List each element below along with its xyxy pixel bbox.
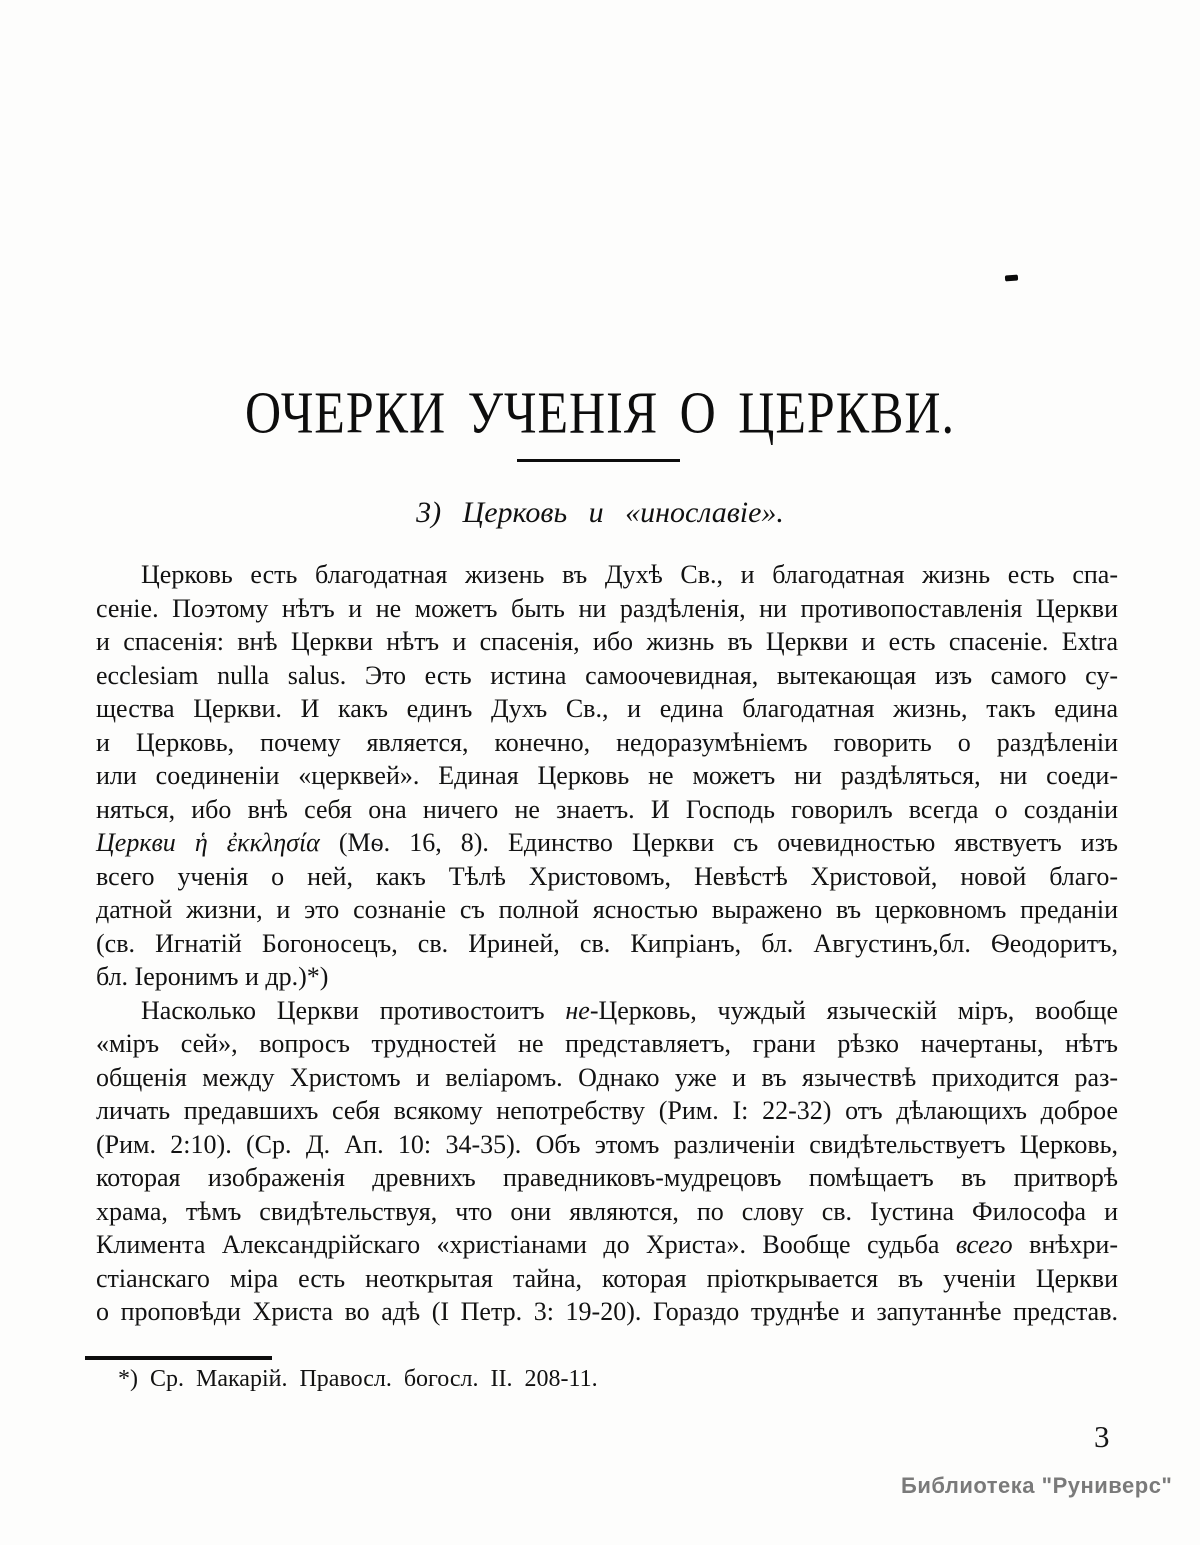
text-line	[96, 860, 1118, 894]
text-run: общенія между Христомъ и веліаромъ. Однако уже и въ язычествѣ приходится раз-	[96, 1062, 1118, 1092]
text-line	[96, 1161, 1118, 1195]
text-run: и спасенія: внѣ Церкви нѣтъ и спасенія, ибо жизнь въ Церкви и есть спасеніе. Extra	[96, 627, 1118, 656]
text-run: «міръ сей», вопросъ трудностей не представляетъ, грани рѣзко начертаны, нѣтъ	[96, 1029, 1118, 1058]
text-run: о проповѣди Христа во адѣ (I Петр. 3: 19-20). Гораздо труднѣе и запутаннѣе представ.	[96, 1297, 1118, 1326]
watermark: Библиотека "Руниверс"	[901, 1473, 1173, 1498]
text-run: внѣхри-	[1012, 1230, 1118, 1259]
text-run: стіанскаго міра есть неоткрытая тайна, которая пріоткрывается въ ученіи Церкви	[96, 1263, 1118, 1293]
text-line	[96, 558, 1118, 592]
text-run: ecclesiam nulla salus. Это есть истина самоочевидная, вытекающая изъ самого су-	[96, 660, 1118, 690]
footnote: *) Ср. Макарій. Правосл. богосл. II. 208-11.	[118, 1366, 598, 1392]
text-run: которая изображенія древнихъ праведниковъ-мудрецовъ помѣщаетъ въ притворѣ	[96, 1163, 1118, 1192]
section-heading: 3) Церковь и «инославіе».	[416, 496, 784, 529]
text-run: (св. Игнатій Богоносецъ, св. Ириней, св. Кипріанъ, бл. Августинъ,бл. Ѳеодоритъ,	[96, 928, 1118, 958]
text-line	[96, 625, 1118, 659]
text-run: всего ученія о ней, какъ Тѣлѣ Христовомъ, Невѣстѣ Христовой, новой благо-	[96, 861, 1118, 891]
text-line	[96, 927, 1118, 961]
footnote-divider	[85, 1356, 272, 1360]
text-run: (Рим. 2:10). (Ср. Д. Ап. 10: 34-35). Объ этомъ различеніи свидѣтельствуетъ Церковь,	[96, 1129, 1118, 1159]
text-line	[96, 1262, 1118, 1296]
title-divider	[517, 459, 680, 462]
text-line	[96, 826, 1118, 860]
text-line	[96, 1295, 1118, 1329]
emphasized-text: Церкви ἡ ἐκκλησία	[96, 828, 339, 857]
text-line	[96, 726, 1118, 760]
text-run: датной жизни, и это сознаніе съ полной ясностью выражено въ церковномъ преданіи	[96, 895, 1118, 924]
text-run: Церковь есть благодатная жизень въ Духѣ Св., и благодатная жизнь есть спа-	[141, 560, 1118, 589]
text-run: Насколько Церкви противостоитъ	[141, 995, 566, 1025]
text-line	[96, 1061, 1118, 1095]
text-run: храма, тѣмъ свидѣтельствуя, что они являются, по слову св. Іустина Философа и	[96, 1196, 1118, 1226]
text-run: щества Церкви. И какъ единъ Духъ Св., и едина благодатная жизнь, такъ едина	[96, 694, 1118, 723]
emphasized-text: всего	[955, 1230, 1013, 1259]
text-run: личать предавшихъ себя всякому непотребству (Рим. I: 22-32) отъ дѣлающихъ доброе	[96, 1096, 1118, 1125]
body-text	[96, 558, 1118, 1329]
text-line	[96, 793, 1118, 827]
text-line	[96, 1027, 1118, 1061]
text-line	[96, 960, 1118, 994]
text-line	[96, 759, 1118, 793]
page-number: 3	[1094, 1419, 1110, 1454]
text-line	[96, 592, 1118, 626]
text-run: няться, ибо внѣ себя она ничего не знаетъ. И Господь говорилъ всегда о созданіи	[96, 794, 1118, 824]
text-run: (Мѳ. 16, 8). Единство Церкви съ очевидностью явствуетъ изъ	[338, 828, 1118, 857]
text-line	[96, 692, 1118, 726]
text-run: или соединеніи «церквей». Единая Церковь не можетъ ни раздѣляться, ни соеди-	[96, 761, 1118, 790]
page-title: ОЧЕРКИ УЧЕНІЯ О ЦЕРКВИ.	[244, 379, 956, 446]
text-line	[96, 1128, 1118, 1162]
emphasized-text: не	[565, 995, 590, 1025]
text-run: -Церковь, чуждый языческій міръ, вообще	[589, 995, 1118, 1025]
scan-speck	[1005, 275, 1018, 282]
text-run: и Церковь, почему является, конечно, недоразумѣніемъ говорить о раздѣленіи	[96, 727, 1118, 757]
text-line	[96, 1195, 1118, 1229]
text-line	[96, 1094, 1118, 1128]
text-line	[96, 994, 1118, 1028]
text-line	[96, 659, 1118, 693]
text-run: бл. Іеронимъ и др.)*)	[96, 962, 329, 991]
text-run: сеніе. Поэтому нѣтъ и не можетъ быть ни раздѣленія, ни противопоставленія Церкви	[96, 593, 1118, 623]
text-line	[96, 893, 1118, 927]
text-line	[96, 1228, 1118, 1262]
text-run: Климента Александрійскаго «христіанами до Христа». Вообще судьба	[96, 1230, 956, 1259]
